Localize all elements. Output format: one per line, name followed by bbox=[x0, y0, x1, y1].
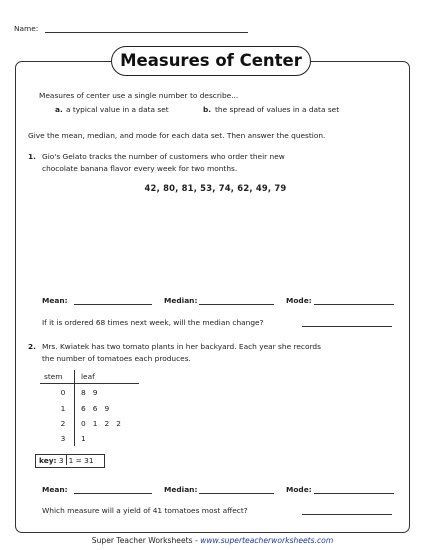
problem-2-answer[interactable] bbox=[302, 514, 392, 515]
stem-value: 2 bbox=[60, 419, 66, 428]
leaf-values: 0 1 2 2 bbox=[81, 419, 121, 428]
mode-answer-2[interactable] bbox=[314, 493, 394, 494]
problem-1-number: 1. bbox=[28, 152, 36, 161]
leaf-values: 8 9 bbox=[81, 388, 98, 397]
stem-divider bbox=[74, 370, 75, 446]
name-label: Name: bbox=[14, 24, 39, 33]
footer-brand: Super Teacher Worksheets bbox=[91, 536, 193, 545]
footer bbox=[0, 536, 425, 545]
name-field[interactable] bbox=[45, 32, 248, 33]
intro-text: Measures of center use a single number to describe... bbox=[39, 91, 239, 100]
page-title: Measures of Center bbox=[111, 46, 311, 76]
stem-value: 0 bbox=[60, 388, 66, 397]
option-b-letter: b. bbox=[203, 105, 212, 114]
problem-2-line-2: the number of tomatoes each produces. bbox=[42, 354, 191, 363]
problem-1-data: 42, 80, 81, 53, 74, 62, 49, 79 bbox=[144, 183, 287, 193]
stem-header: stem bbox=[44, 372, 63, 381]
median-label: Median: bbox=[164, 485, 198, 494]
stem-value: 1 bbox=[60, 404, 66, 413]
key-divider bbox=[66, 455, 67, 465]
mean-label: Mean: bbox=[42, 485, 68, 494]
median-label: Median: bbox=[164, 296, 198, 305]
key-stem: 3 bbox=[58, 456, 64, 465]
mean-answer-2[interactable] bbox=[74, 493, 152, 494]
leaf-values: 6 6 9 bbox=[81, 404, 110, 413]
option-a-letter: a. bbox=[55, 105, 63, 114]
problem-1-line-2: chocolate banana flavor every week for two months. bbox=[42, 164, 238, 173]
problem-1-line-1: Gio's Gelato tracks the number of customers who order their new bbox=[42, 152, 285, 161]
plot-key bbox=[35, 454, 105, 468]
mean-label: Mean: bbox=[42, 296, 68, 305]
leaf-header: leaf bbox=[81, 372, 95, 381]
leaf-values: 1 bbox=[81, 434, 86, 443]
mean-answer-1[interactable] bbox=[74, 304, 152, 305]
footer-separator: - bbox=[192, 536, 201, 545]
median-answer-2[interactable] bbox=[199, 493, 274, 494]
problem-2-question: Which measure will a yield of 41 tomatoes most affect? bbox=[42, 506, 248, 515]
mode-label: Mode: bbox=[286, 485, 312, 494]
instructions: Give the mean, median, and mode for each data set. Then answer the question. bbox=[28, 131, 326, 140]
problem-2-line-1: Mrs. Kwiatek has two tomato plants in her backyard. Each year she records bbox=[42, 342, 321, 351]
median-answer-1[interactable] bbox=[199, 304, 274, 305]
header-divider bbox=[40, 383, 139, 384]
mode-answer-1[interactable] bbox=[314, 304, 394, 305]
problem-1-answer[interactable] bbox=[302, 326, 392, 327]
mode-label: Mode: bbox=[286, 296, 312, 305]
problem-2-number: 2. bbox=[28, 342, 36, 351]
footer-url-link[interactable]: www.superteacherworksheets.com bbox=[200, 536, 334, 545]
option-a-text: a typical value in a data set bbox=[66, 105, 169, 114]
option-b-text: the spread of values in a data set bbox=[215, 105, 340, 114]
problem-1-question: If it is ordered 68 times next week, will the median change? bbox=[42, 318, 264, 327]
stem-value: 3 bbox=[60, 434, 66, 443]
key-leaf: 1 = 31 bbox=[68, 456, 94, 465]
key-label: key: bbox=[39, 456, 57, 465]
